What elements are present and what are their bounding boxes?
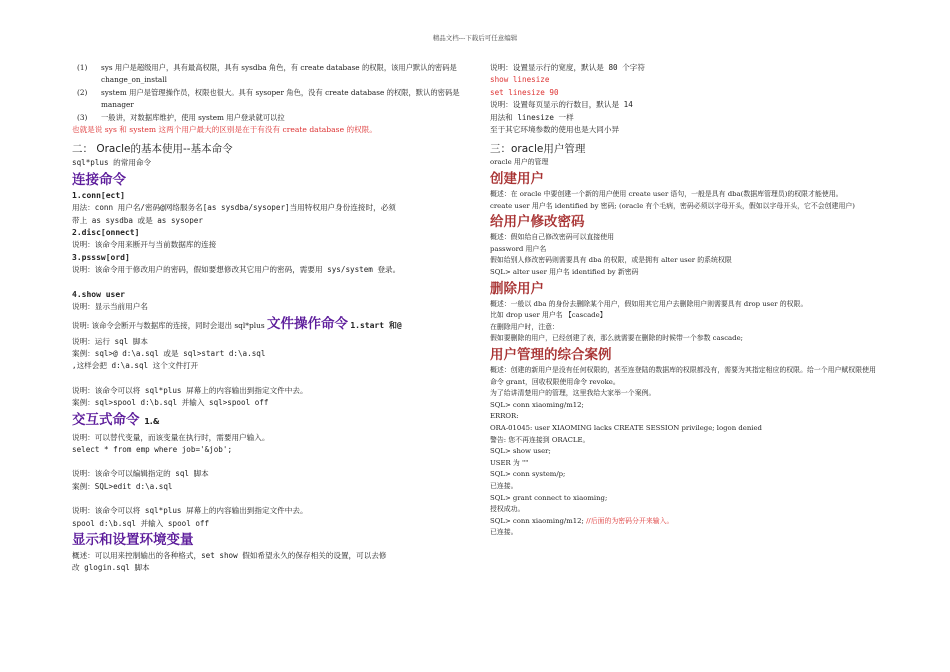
paragraph: 概述：一般以 dba 的身份去删除某个用户，假如用其它用户去删除用户则需要具有 drop user 的权限。 (490, 299, 808, 308)
paragraph: 在删除用户时，注意： (490, 322, 559, 331)
paragraph: 说明：该命令可以编辑指定的 sql 脚本 (72, 469, 209, 479)
paragraph: spool d:\b.sql 并输入 spool off (72, 518, 210, 528)
paragraph: 说明：该命令用来断开与当前数据库的连接 (72, 240, 217, 250)
paragraph: 说明：运行 sql 脚本 (72, 336, 149, 346)
sql-line: 警告: 您不再连接到 ORACLE。 (490, 435, 590, 444)
command-title: 3.psssw[ord] (72, 252, 130, 262)
sql-line: SQL> show user; (490, 447, 551, 456)
heading-case-study: 用户管理的综合案例 (490, 346, 612, 363)
sql-line: 已连接。 (490, 481, 518, 490)
paragraph: 假如要删除的用户，已经创建了表，那么就需要在删除的时候带一个参数 cascade; (490, 334, 743, 343)
sql-line: SQL> grant connect to xiaoming; (490, 493, 608, 502)
paragraph: 为了给讲清楚用户的管理，这里我给大家举一个案例。 (490, 389, 656, 398)
right-column (490, 62, 882, 539)
sql-line: ORA-01045: user XIAOMING lacks CREATE SESSION privilege; logon denied (490, 423, 762, 432)
paragraph: 案例：sql>spool d:\b.sql 并输入 sql>spool off (72, 398, 269, 408)
paragraph: ,这样会把 d:\a.sql 这个文件打开 (72, 361, 199, 371)
paragraph: 概述：假如给自己修改密码可以直接使用 (490, 233, 615, 242)
paragraph: 说明：该命令可以将 sql*plus 屏幕上的内容输出到指定文件中去。 (72, 385, 308, 395)
paragraph: 概述：可以用来控制输出的各种格式，set show 假如希望永久的保存相关的设置，可以去修 (72, 550, 387, 560)
paragraph: 说明：设置每页显示的行数目，默认是 14 (490, 100, 633, 110)
heading-interactive: 交互式命令 1.& (72, 411, 160, 428)
paragraph: 假如给别人修改密码则需要具有 dba 的权限，或是拥有 alter user 的系统权限 (490, 256, 732, 265)
section-heading: 三：oracle用户管理 (490, 143, 586, 156)
paragraph: oracle 用户的管理 (490, 158, 549, 167)
sql-line: SQL> conn system/p; (490, 470, 566, 479)
red-note: 也就是说 sys 和 system 这两个用户最大的区别是在于有没有 create database 的权限。 (72, 125, 377, 135)
paragraph: 说明：该命令可以将 sql*plus 屏幕上的内容输出到指定文件中去。 (72, 506, 308, 516)
paragraph: SQL> alter user 用户名 identified by 新密码 (490, 268, 639, 276)
paragraph: 说明：该命令用于修改用户的密码，假如要想修改其它用户的密码，需要用 sys/system 登录。 (72, 265, 401, 275)
code-line: set linesize 90 (490, 87, 559, 97)
heading-env: 显示和设置环境变量 (72, 531, 194, 548)
command-title: 2.disc[onnect] (72, 228, 140, 238)
paragraph: 说明：显示当前用户名 (72, 302, 148, 312)
code-line: show linesize (490, 75, 550, 85)
heading-create-user: 创建用户 (490, 171, 544, 188)
paragraph: 至于其它环境参数的使用也是大同小异 (490, 125, 620, 135)
sql-line: 已连接。 (490, 528, 518, 537)
sql-line: SQL> conn xiaoming/m12; //后面的为密码分开来输入。 (490, 516, 674, 525)
paragraph: select * from emp where job='&job'; (72, 444, 233, 454)
command-title: 1.start 和@ (350, 320, 402, 330)
list-item: (3) 一般讲，对数据库维护，使用 system 用户登录就可以拉 (77, 112, 285, 122)
command-title: 1.conn[ect] (72, 190, 125, 200)
paragraph: sql*plus 的常用命令 (72, 158, 152, 168)
sql-line: 授权成功。 (490, 505, 525, 514)
sql-line: ERROR: (490, 412, 519, 421)
paragraph: 概述：在 oracle 中要创建一个新的用户使用 create user 语句，一般是具有 dba(数据库管理员)的权限才能使用。 (490, 190, 843, 199)
list-item: (2) system 用户是管理操作员，权限也很大。具有 sysoper 角色，没有 create database 的权限，默认的密码是 manager (77, 87, 460, 110)
command-title: 4.show user (72, 289, 125, 299)
paragraph: 说明: 该命令会断开与数据库的连接，同时会退出 sql*plus (72, 320, 265, 330)
left-column (72, 62, 467, 575)
heading-connect: 连接命令 (72, 171, 126, 188)
paragraph: 概述：创建的新用户是没有任何权限的，甚至连登陆的数据库的权限都没有，需要为其指定相应的权限。给一个用户赋权限使用命令 grant，回收权限使用命令 revoke。 (490, 365, 876, 386)
paragraph: password 用户名 (490, 244, 547, 253)
section-heading: 二： Oracle的基本使用--基本命令 (72, 143, 233, 156)
paragraph: 用法：conn 用户名/密码@网络服务名[as sysdba/sysoper]当用特权用户身份连接时，必须 (72, 203, 396, 213)
paragraph: 说明：设置显示行的宽度，默认是 80 个字符 (490, 63, 645, 72)
paragraph: create user 用户名 identified by 密码; (oracle 有个毛病，密码必须以字母开头，假如以字母开头，它不会创建用户) (490, 201, 855, 210)
paragraph: 比如 drop user 用户名 【cascade】 (490, 311, 607, 320)
heading-file: 文件操作命令 (266, 315, 348, 332)
paragraph: 改 glogin.sql 脚本 (72, 563, 150, 573)
paragraph: 带上 as sysdba 或是 as sysoper (72, 215, 203, 225)
paragraph: 案例：sql>@ d:\a.sql 或是 sql>start d:\a.sql (72, 348, 266, 358)
page-header: 精品文档---下载后可任意编辑 (432, 34, 518, 42)
paragraph: 用法和 linesize 一样 (490, 112, 574, 122)
heading-delete-user: 删除用户 (490, 280, 544, 297)
sql-line: SQL> conn xiaoming/m12; (490, 400, 584, 409)
paragraph: 说明：可以替代变量，而该变量在执行时，需要用户输入。 (72, 432, 270, 442)
list-item: (1) sys 用户是超级用户，具有最高权限，具有 sysdba 角色，有 create database 的权限，该用户默认的密码是 change_on_install (77, 63, 457, 85)
sql-line: USER 为 "" (490, 458, 529, 467)
mixed-line (72, 314, 467, 336)
red-note: //后面的为密码分开来输入。 (586, 516, 674, 525)
paragraph: 案例：SQL>edit d:\a.sql (72, 481, 173, 491)
heading-modify-password: 给用户修改密码 (490, 214, 585, 231)
